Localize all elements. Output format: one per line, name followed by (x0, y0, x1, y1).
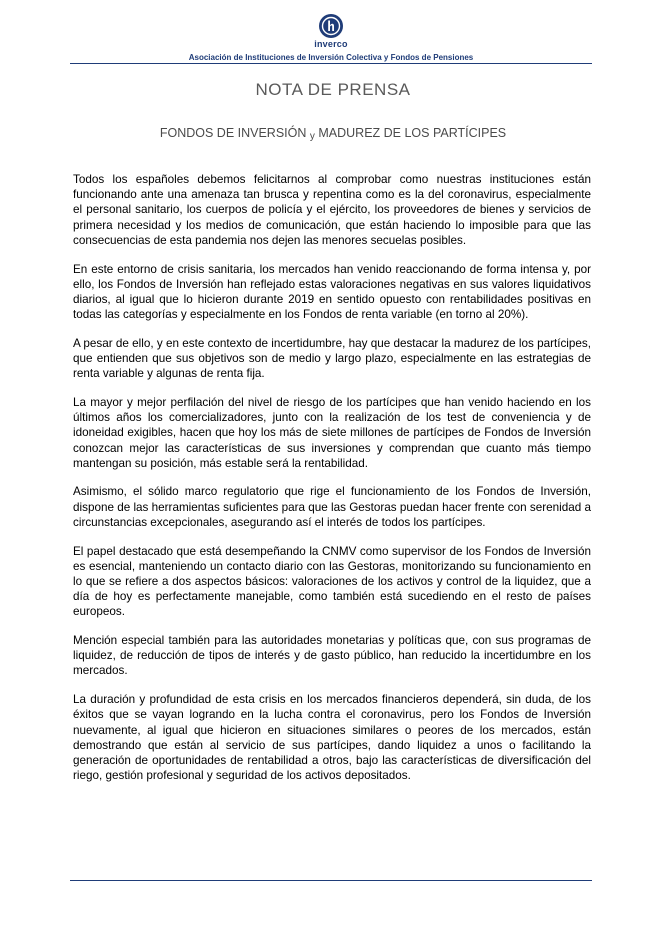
paragraph: El papel destacado que está desempeñando la CNMV como supervisor de los Fondos de Inversión es esencial, manteniendo un contacto diario con las Gestoras, monitorizando su funcionamiento en lo que se refiere a dos aspectos básicos: valoraciones de los activos y control de la liquidez, que a día de hoy es perfectamente manejable, como también está sucediendo en el resto de países europeos. (73, 544, 591, 619)
header-divider (70, 63, 592, 64)
page-subtitle (0, 126, 666, 140)
subtitle-connector: y (309, 131, 315, 142)
paragraph: Mención especial también para las autoridades monetarias y políticas que, con sus programas de liquidez, de reducción de tipos de interés y de gasto público, han reducido la incertidumbre en los mercados. (73, 634, 591, 678)
press-release-body (73, 172, 591, 797)
organization-name: Asociación de Instituciones de Inversión Colectiva y Fondos de Pensiones (188, 53, 474, 62)
paragraph: La duración y profundidad de esta crisis en los mercados financieros dependerá, sin duda, de los éxitos que se vayan logrando en la lucha contra el coronavirus, pero los Fondos de Inversión nuevamente, al igual que hicieron en situaciones similares o peores de los mercados, están demostrando que están al servicio de sus partícipes, dando liquidez a unos o facilitando la generación de oportunidades de rentabilidad a otros, bajo las características de diversificación del riego, gestión profesional y seguridad de los activos depositados. (73, 693, 591, 783)
logo-wordmark: inverco (314, 39, 348, 49)
inverco-logo-icon (319, 14, 343, 38)
paragraph: En este entorno de crisis sanitaria, los mercados han venido reaccionando de forma intensa y, por ello, los Fondos de Inversión han reflejado estas valoraciones negativas en sus valores liquidativos diarios, al igual que lo hicieron durante 2019 en sentido opuesto con rentabilidades positivas en todas las categorías y especialmente en los Fondos de renta variable (en torno al 20%). (73, 262, 591, 322)
paragraph: Asimismo, el sólido marco regulatorio que rige el funcionamiento de los Fondos de Inversión, dispone de las herramientas suficientes para que las Gestoras puedan hacer frente con serenidad a circunstancias excepcionales, asegurando así el interés de todos los partícipes. (73, 485, 591, 529)
letterhead (70, 14, 592, 63)
paragraph: Todos los españoles debemos felicitarnos al comprobar como nuestras instituciones están funcionando ante una amenaza tan brusca y repentina como es la del coronavirus, especialmente el personal sanitario, los cuerpos de policía y el ejército, los proveedores de bienes y servicios de primera necesidad y los medios de comunicación, que están haciendo lo imposible para que las consecuencias de esta pandemia nos dejen las menores secuelas posibles. (73, 173, 591, 247)
page-title: NOTA DE PRENSA (255, 80, 411, 99)
footer-divider (70, 880, 592, 881)
subtitle-part-2: MADUREZ DE LOS PARTÍCIPES (318, 126, 507, 140)
paragraph: La mayor y mejor perfilación del nivel de riesgo de los partícipes que han venido haciendo en los últimos años los comercializadores, junto con la realización de los test de conveniencia y de idoneidad exigibles, hacen que hoy los más de siete millones de partícipes de Fondos de Inversión conozcan mejor las características de sus inversiones y comprendan que cuanto más tiempo mantengan su posición, más estable será la rentabilidad. (73, 395, 591, 470)
paragraph: A pesar de ello, y en este contexto de incertidumbre, hay que destacar la madurez de los partícipes, que entienden que sus objetivos son de medio y largo plazo, especialmente en las estrategias de renta variable y algunas de renta fija. (73, 336, 591, 381)
subtitle-part-1: FONDOS DE INVERSIÓN (159, 126, 307, 140)
